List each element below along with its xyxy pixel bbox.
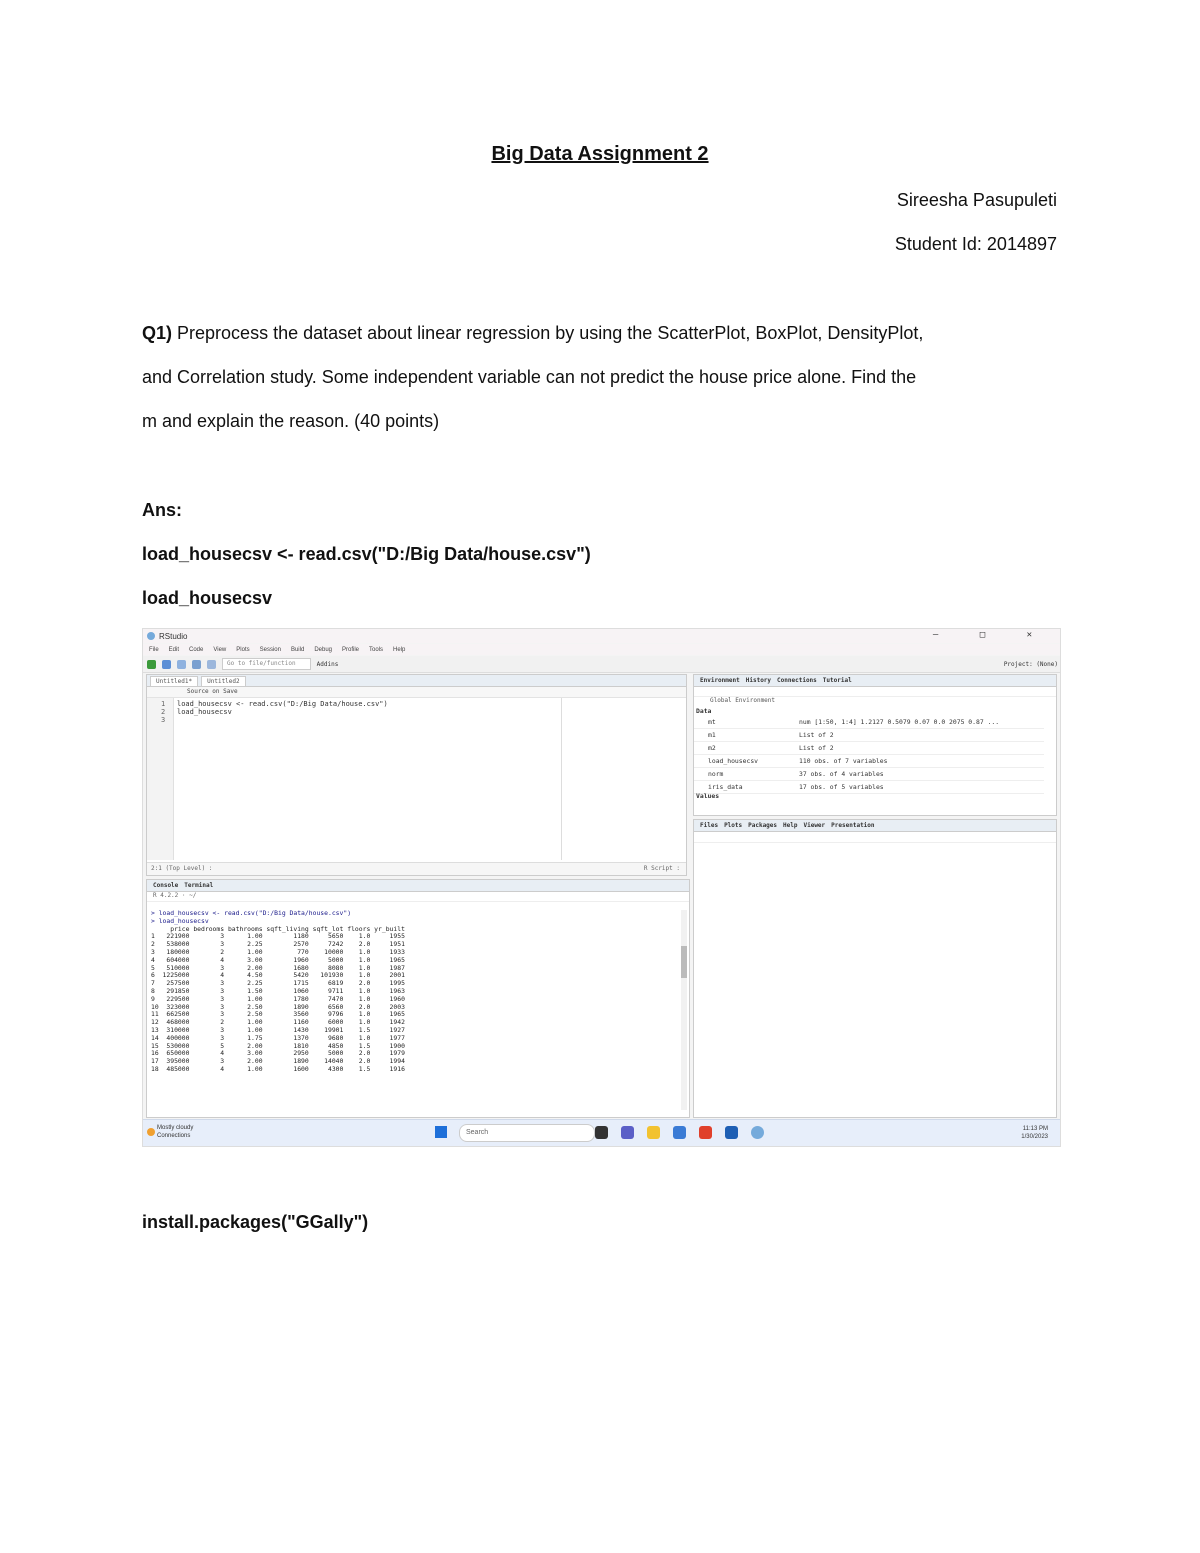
windows-start-icon[interactable]	[435, 1126, 447, 1138]
rstudio-taskbar-icon[interactable]	[751, 1126, 764, 1139]
tab-untitled2[interactable]: Untitled2	[201, 676, 246, 686]
task-view-icon[interactable]	[595, 1126, 608, 1139]
chat-icon[interactable]	[621, 1126, 634, 1139]
file-explorer-icon[interactable]	[647, 1126, 660, 1139]
tab-viewer[interactable]: Viewer	[803, 822, 826, 829]
console-line: 17 395000 3 2.00 1890 14040 2.0 1994	[151, 1057, 405, 1066]
code-line-print: load_housecsv	[142, 588, 273, 608]
console-line: 15 530000 5 2.00 1810 4850 1.5 1900	[151, 1041, 405, 1050]
environment-tab-bar	[694, 675, 1056, 687]
console-line: 18 485000 4 1.00 1600 4300 1.5 1916	[151, 1064, 405, 1073]
tab-presentation[interactable]: Presentation	[831, 822, 875, 829]
tab-help[interactable]: Help	[783, 822, 798, 829]
weather-line-2: Connections	[157, 1133, 191, 1139]
tab-terminal[interactable]: Terminal	[184, 882, 214, 889]
calculator-icon[interactable]	[673, 1126, 686, 1139]
console-line: > load_housecsv	[151, 916, 209, 925]
editor-toolbar	[147, 687, 686, 698]
main-toolbar	[143, 656, 1061, 673]
environment-pane	[693, 674, 1057, 816]
env-row-value: List of 2	[799, 731, 834, 739]
editor-tab-bar	[147, 675, 686, 687]
windows-taskbar	[143, 1119, 1060, 1147]
console-line: 13 310000 3 1.00 1430 19901 1.5 1927	[151, 1025, 405, 1034]
menu-view[interactable]: View	[213, 646, 227, 653]
author-name: Sireesha Pasupuleti	[896, 190, 1057, 210]
env-row[interactable]	[694, 742, 1044, 755]
console-line: 12 468000 2 1.00 1160 6000 1.0 1942	[151, 1018, 405, 1027]
open-file-icon[interactable]	[177, 660, 186, 669]
project-menu[interactable]: Project: (None)	[1003, 660, 1058, 668]
menu-code[interactable]: Code	[189, 646, 204, 653]
env-row-name: iris_data	[708, 783, 743, 791]
menu-plots[interactable]: Plots	[236, 646, 250, 653]
file-type[interactable]: R Script :	[643, 865, 680, 872]
menu-debug[interactable]: Debug	[314, 646, 332, 653]
console-line: > load_housecsv <- read.csv("D:/Big Data/house.csv")	[151, 910, 352, 917]
console-line: 7 257500 3 2.25 1715 6819 2.0 1995	[151, 979, 405, 988]
menu-profile[interactable]: Profile	[342, 646, 360, 653]
env-row-value: 37 obs. of 4 variables	[799, 770, 884, 778]
tab-files[interactable]: Files	[700, 822, 719, 829]
env-section-values: Values	[696, 792, 720, 800]
editor-status-bar	[147, 862, 686, 875]
open-project-icon[interactable]	[162, 660, 171, 669]
console-scrollbar[interactable]	[681, 910, 687, 1110]
env-row-value: num [1:50, 1:4] 1.2127 0.5079 0.07 0.0 2075 0.87 ...	[799, 718, 1000, 726]
question-line-1	[142, 323, 1062, 344]
console-line: 10 323000 3 2.50 1890 6560 2.0 2003	[151, 1002, 405, 1011]
line-number: 3	[161, 716, 166, 724]
taskbar-clock[interactable]	[1021, 1125, 1048, 1141]
files-toolbar	[694, 832, 1056, 843]
line-number: 1	[161, 700, 166, 708]
answer-label: Ans:	[142, 500, 182, 520]
tab-tutorial[interactable]: Tutorial	[822, 677, 852, 684]
env-row-value: 110 obs. of 7 variables	[799, 757, 888, 765]
tab-untitled1[interactable]: Untitled1*	[150, 676, 198, 686]
student-id: Student Id: 2014897	[894, 234, 1057, 254]
tab-console[interactable]: Console	[153, 882, 179, 889]
global-env-select[interactable]: Global Environment	[710, 697, 776, 704]
console-line: 1 221900 3 1.00 1180 5650 1.0 1955	[151, 932, 405, 941]
code-line: load_housecsv	[177, 708, 232, 716]
env-row[interactable]	[694, 729, 1044, 742]
console-line: 4 604000 4 3.00 1960 5000 1.0 1965	[151, 955, 405, 964]
clock-time: 11:13 PM	[1022, 1126, 1048, 1132]
console-line: 11 662500 3 2.50 3560 9796 1.0 1965	[151, 1010, 405, 1019]
code-area[interactable]	[147, 698, 561, 860]
document-title: Big Data Assignment 2	[491, 143, 709, 165]
tab-environment[interactable]: Environment	[700, 677, 740, 684]
goto-file-input[interactable]: Go to file/function	[222, 658, 311, 670]
save-all-icon[interactable]	[207, 660, 216, 669]
env-row-name: load_housecsv	[708, 757, 759, 765]
console-line: 5 510000 3 2.00 1680 8080 1.0 1987	[151, 963, 405, 972]
console-line: price bedrooms bathrooms sqft_living sqft_lot floors yr_built	[151, 924, 405, 933]
console-line: 8 291850 3 1.50 1060 9711 1.0 1963	[151, 986, 405, 995]
menu-tools[interactable]: Tools	[369, 646, 384, 653]
console-line: 14 400000 3 1.75 1370 9680 1.0 1977	[151, 1033, 405, 1042]
addins-menu[interactable]: Addins	[316, 660, 339, 668]
code-line: load_housecsv <- read.csv("D:/Big Data/house.csv")	[177, 700, 388, 708]
console-line: 3 180000 2 1.00 770 10000 1.0 1933	[151, 947, 405, 956]
tab-history[interactable]: History	[745, 677, 772, 684]
weather-line-1: Mostly cloudy	[157, 1125, 194, 1131]
question-label: Q1)	[142, 323, 173, 343]
menu-bar	[143, 644, 1061, 655]
menu-file[interactable]: File	[149, 646, 159, 653]
env-toolbar	[694, 687, 1056, 697]
env-section-data: Data	[696, 707, 712, 715]
env-row-name: m1	[708, 731, 716, 739]
word-icon[interactable]	[725, 1126, 738, 1139]
env-row-value: 17 obs. of 5 variables	[799, 783, 884, 791]
taskbar-search[interactable]: Search	[459, 1124, 595, 1142]
tab-packages[interactable]: Packages	[748, 822, 778, 829]
rstudio-screenshot	[142, 628, 1061, 1147]
window-title: RStudio	[159, 631, 188, 641]
menu-help[interactable]: Help	[393, 646, 406, 653]
menu-edit[interactable]: Edit	[168, 646, 180, 653]
env-row[interactable]	[694, 781, 1044, 794]
console-line: 16 650000 4 3.00 2950 5000 2.0 1979	[151, 1049, 405, 1058]
env-row-value: List of 2	[799, 744, 834, 752]
weather-widget[interactable]	[157, 1124, 193, 1140]
new-file-icon[interactable]	[147, 660, 156, 669]
question-line-2: and Correlation study. Some independent variable can not predict the house price alone. Find the	[142, 367, 917, 387]
console-line: 6 1225000 4 4.50 5420 101930 1.0 2001	[151, 971, 405, 980]
console-pane	[146, 879, 690, 1118]
env-row[interactable]	[694, 768, 1044, 781]
question-text-1: Preprocess the dataset about linear regression by using the ScatterPlot, BoxPlot, DensityPlot,	[177, 323, 924, 343]
env-row[interactable]	[694, 716, 1044, 729]
source-on-save-checkbox[interactable]: Source on Save	[187, 688, 238, 695]
line-number: 2	[161, 708, 166, 716]
code-line-install: install.packages("GGally")	[142, 1212, 369, 1232]
chrome-icon[interactable]	[699, 1126, 712, 1139]
env-row-name: m2	[708, 744, 716, 752]
env-row-name: mt	[708, 718, 716, 726]
tab-plots[interactable]: Plots	[724, 822, 743, 829]
code-line-read-csv: load_housecsv <- read.csv("D:/Big Data/house.csv")	[142, 544, 591, 564]
question-line-3: m and explain the reason. (40 points)	[142, 411, 440, 431]
files-tab-bar	[694, 820, 1056, 832]
cursor-position: 2:1 (Top Level) :	[151, 865, 213, 872]
console-path: R 4.2.2 · ~/	[147, 892, 689, 902]
console-tab-bar	[147, 880, 689, 892]
source-editor-pane	[146, 674, 687, 876]
weather-icon	[147, 1128, 155, 1136]
clock-date: 1/30/2023	[1021, 1134, 1048, 1140]
files-pane	[693, 819, 1057, 1118]
console-line: 9 229500 3 1.00 1780 7470 1.0 1960	[151, 994, 405, 1003]
console-output[interactable]	[151, 910, 679, 1115]
env-row-name: norm	[708, 770, 724, 778]
tab-connections[interactable]: Connections	[777, 677, 817, 684]
console-scroll-thumb[interactable]	[681, 946, 687, 978]
env-row[interactable]	[694, 755, 1044, 768]
console-line: 2 538000 3 2.25 2570 7242 2.0 1951	[151, 940, 405, 949]
menu-build[interactable]: Build	[290, 646, 305, 653]
save-icon[interactable]	[192, 660, 201, 669]
window-controls[interactable]: — □ ✕	[932, 630, 1050, 640]
menu-session[interactable]: Session	[259, 646, 281, 653]
window-titlebar	[143, 629, 1060, 643]
editor-divider	[561, 698, 562, 860]
rstudio-logo-icon	[147, 632, 155, 640]
